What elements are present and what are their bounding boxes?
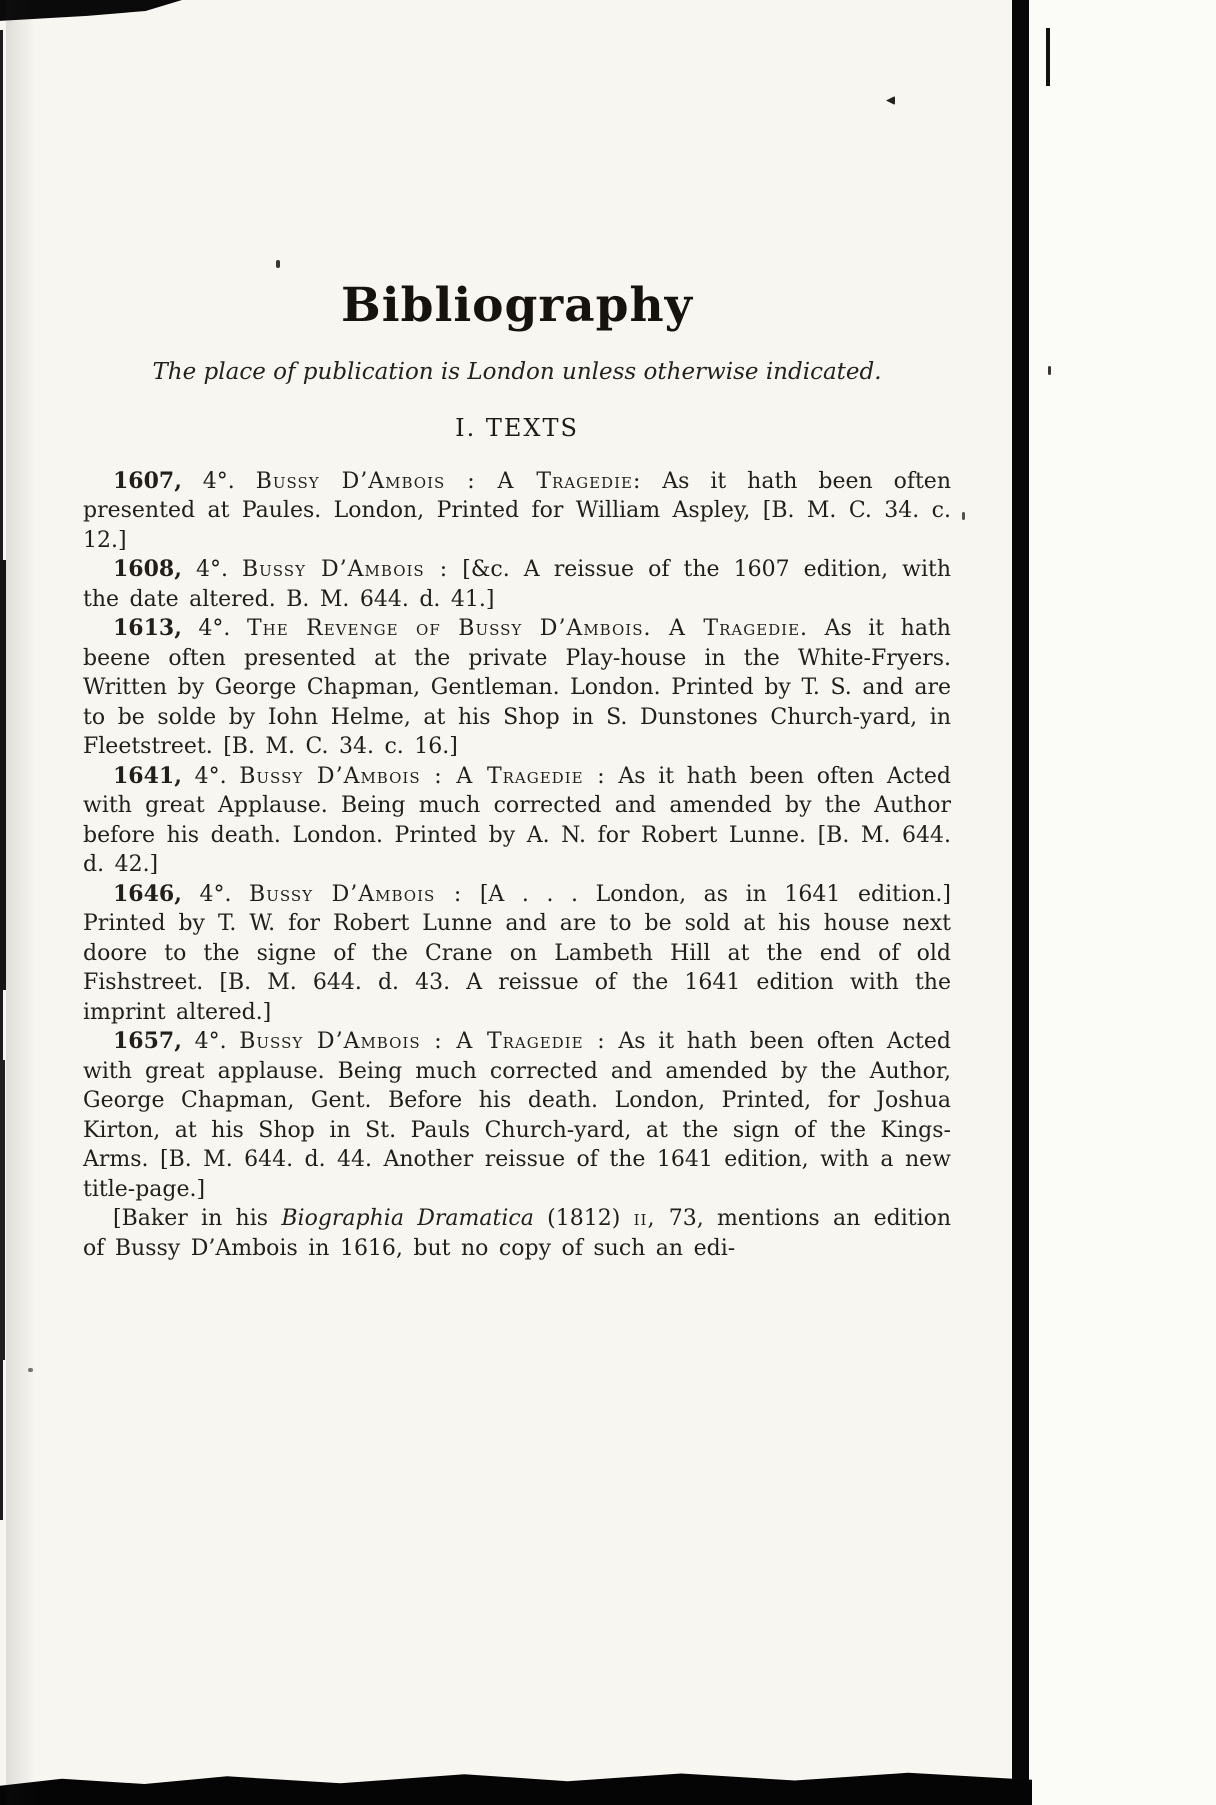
bibliography-entry <box>83 614 951 762</box>
entry-segment-plain: [A . . . London, as in 1641 edition.] Printed by T. W. for Robert Lunne and are to be sold at his house next doore to the signe of the Crane on Lambeth Hill at the end of old Fishstreet. [B. M. 644. d. 43. A reissue of the 1641 edition with the imprint altered.] <box>83 881 951 1025</box>
entry-segment-plain: (1812) <box>533 1206 634 1232</box>
entry-segment-year: 1608, <box>113 556 182 583</box>
entry-segment-plain: As it hath been often Acted with great applause. Being much corrected and amended by the Author, George Chapman, Gent. Before his death. London, Printed, for Joshua Kirton, at his Shop in St. Pauls Church-yard, at the sign of the Kings-Arms. [B. M. 644. d. 44. Another reissue of the 1641 edition, with a new title-page.] <box>83 1029 951 1202</box>
section-heading: I. TEXTS <box>455 413 579 442</box>
entry-segment-year: 1607, <box>113 467 182 494</box>
page-title: Bibliography <box>341 278 693 333</box>
scan-artifact-left-patch <box>0 1060 5 1360</box>
entry-segment-plain: 4°. <box>181 616 247 642</box>
scan-artifact-bottom-bar <box>0 1770 1032 1805</box>
entry-segment-smallcaps: Bussy D’Ambois : <box>249 881 463 907</box>
entry-segment-plain: 4°. <box>181 557 242 583</box>
scan-speck <box>1048 366 1051 375</box>
entry-segment-plain: [&c. A reissue of the 1607 edition, with the date altered. B. M. 644. d. 41.] <box>83 557 952 612</box>
scan-off-page-area <box>1029 0 1216 1805</box>
scan-artifact-right-bar <box>1012 0 1029 1805</box>
entry-segment-smallcaps: Bussy D’Ambois : A Tragedie : <box>239 1029 606 1055</box>
entry-segment-plain: 4°. <box>181 881 250 907</box>
entry-segment-smallcaps: Bussy D’Ambois : <box>241 557 449 583</box>
entry-segment-plain: As it hath been often presented at Paules. London, Printed for William Aspley, [B. M. C. 34. c. 12.] <box>83 468 951 553</box>
bibliography-entry <box>83 1027 951 1204</box>
subtitle: The place of publication is London unless otherwise indicated. <box>152 359 882 385</box>
page-edge-shading <box>6 0 36 1805</box>
entries <box>83 467 951 1264</box>
entry-segment-plain: 4°. <box>181 763 240 789</box>
entry-segment-plain: As it hath been often Acted with great Applause. Being much corrected and amended by the Author before his death. London. Printed by A. N. for Robert Lunne. [B. M. 644. d. 42.] <box>83 763 951 878</box>
entry-segment-plain: 4°. <box>181 1029 240 1055</box>
entry-segment-plain: [Baker in his <box>113 1206 282 1232</box>
entry-segment-plain: 73, mentions an edition of Bussy D’Ambois in 1616, but no copy of such an edi- <box>83 1206 952 1261</box>
bibliography-entry <box>83 880 951 1028</box>
scan-speck <box>962 512 965 520</box>
entry-segment-smallcaps: Bussy D’Ambois : A Tragedie: <box>255 468 642 494</box>
page-content <box>83 0 951 1263</box>
entry-segment-year: 1646, <box>113 880 182 907</box>
entry-segment-year: 1613, <box>113 615 182 642</box>
bibliography-entry <box>83 1204 951 1263</box>
entry-segment-italic: Biographia Dramatica <box>281 1206 534 1232</box>
scan-speck <box>28 1368 33 1372</box>
scan-artifact-right-dash <box>1046 28 1050 86</box>
entry-segment-smallcaps: The Revenge of Bussy D’Ambois. A Tragedie. <box>246 616 809 642</box>
entry-segment-smallcaps: Bussy D’Ambois : A Tragedie : <box>239 763 606 789</box>
entry-segment-plain: As it hath beene often presented at the private Play-house in the White-Fryers. Written by George Chapman, Gentleman. London. Printed by T. S. and are to be solde by Iohn Helme, at his Shop in S. Dunstones Church-yard, in Fleetstreet. [B. M. C. 34. c. 16.] <box>83 616 951 760</box>
entry-segment-year: 1657, <box>113 1028 182 1055</box>
bibliography-entry <box>83 467 951 556</box>
entry-segment-smallcaps: ii, <box>633 1206 656 1232</box>
scan-artifact-left-patch <box>0 560 6 990</box>
bibliography-entry <box>83 555 951 614</box>
entry-segment-year: 1641, <box>113 762 182 789</box>
entry-segment-plain: 4°. <box>181 468 256 494</box>
bibliography-entry <box>83 762 951 880</box>
